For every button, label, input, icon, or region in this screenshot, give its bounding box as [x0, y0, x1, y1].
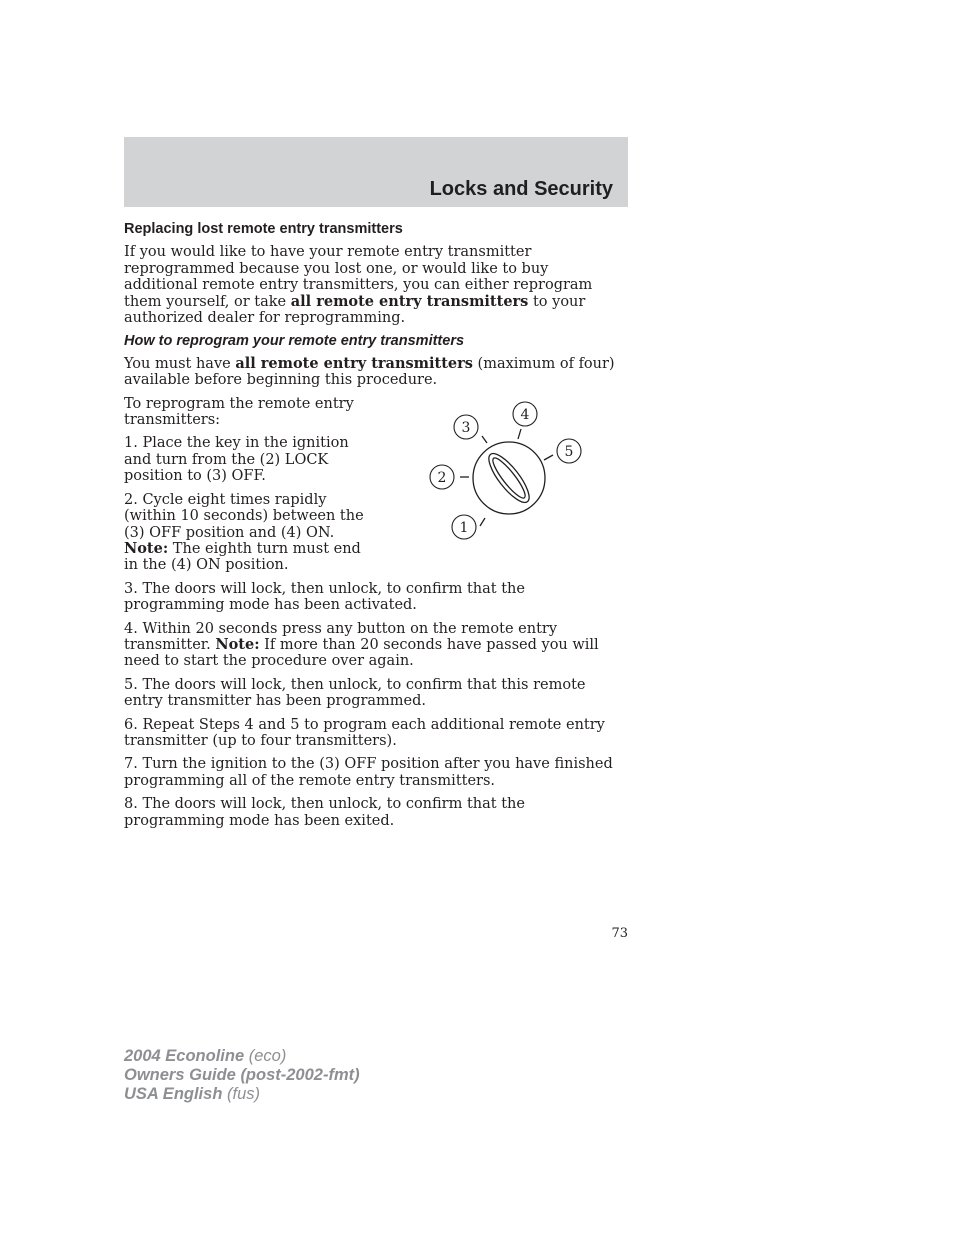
main-content — [124, 221, 618, 836]
text-span: If you would like to have your remote entry transmitter reprogrammed because you lost one, or would like to buy additional remote entry transmitters, you can either reprogram them yourself, or take — [124, 244, 593, 310]
step-7: 7. Turn the ignition to the (3) OFF position after you have finished programming all of the remote entry transmitters. — [124, 756, 613, 789]
position-1-label: 1 — [459, 520, 469, 536]
section-heading-reprogram: How to reprogram your remote entry transmitters — [124, 333, 465, 350]
footer-language-code: (fus) — [222, 1085, 260, 1103]
section-heading-replacing: Replacing lost remote entry transmitters — [124, 221, 403, 237]
position-ticks — [460, 429, 553, 526]
note-label: Note: — [124, 539, 169, 557]
header-band — [124, 137, 628, 207]
text-span: 2. Cycle eight times rapidly (within 10 seconds) between the (3) OFF position and (4) ON. — [124, 491, 364, 541]
position-2-label: 2 — [437, 470, 447, 486]
text-span: You must have — [124, 355, 236, 372]
position-3-label: 3 — [461, 420, 471, 436]
text-span: (maximum of four) available before beginning this procedure. — [124, 355, 615, 389]
step-5: 5. The doors will lock, then unlock, to confirm that this remote entry transmitter has been programmed. — [124, 676, 586, 710]
bold-text: all remote entry transmitters — [235, 354, 473, 372]
footer-language: USA English — [124, 1085, 223, 1103]
text-span: If more than 20 seconds have passed you will need to start the procedure over again. — [124, 636, 599, 670]
page-number: 73 — [611, 926, 628, 941]
paragraph-intro: To reprogram the remote entry transmitters: — [124, 395, 354, 429]
position-5-label: 5 — [564, 444, 574, 460]
paragraph-replacing — [124, 244, 618, 326]
text-span: 4. Within 20 seconds press any button on the remote entry transmitter. — [124, 620, 558, 653]
paragraph-must-have — [124, 356, 618, 389]
text-span: The eighth turn must end in the (4) ON position. — [124, 540, 361, 574]
step-4 — [124, 621, 618, 670]
ignition-cylinder — [473, 442, 545, 514]
footer-line-3 — [124, 1085, 360, 1104]
footer-line-1 — [124, 1047, 360, 1066]
ignition-diagram — [424, 399, 604, 547]
page-title: Locks and Security — [429, 178, 613, 200]
footer-model: 2004 Econoline — [124, 1047, 245, 1065]
step-1: 1. Place the key in the ignition and turn from the (2) LOCK position to (3) OFF. — [124, 435, 349, 485]
footer-model-code: (eco) — [244, 1047, 287, 1065]
step-3: 3. The doors will lock, then unlock, to confirm that the programming mode has been activated. — [124, 580, 525, 614]
step-2 — [124, 492, 374, 574]
step-6: 6. Repeat Steps 4 and 5 to program each additional remote entry transmitter (up to four transmitters). — [124, 716, 605, 749]
text-span: to your authorized dealer for reprogramming. — [124, 293, 586, 327]
step-8: 8. The doors will lock, then unlock, to confirm that the programming mode has been exited. — [124, 796, 525, 829]
bold-text: all remote entry transmitters — [290, 292, 529, 310]
footer — [124, 1047, 360, 1104]
footer-line-2: Owners Guide (post-2002-fmt) — [124, 1066, 360, 1084]
position-4-label: 4 — [520, 407, 530, 423]
note-label: Note: — [215, 635, 260, 653]
position-markers — [430, 402, 581, 539]
